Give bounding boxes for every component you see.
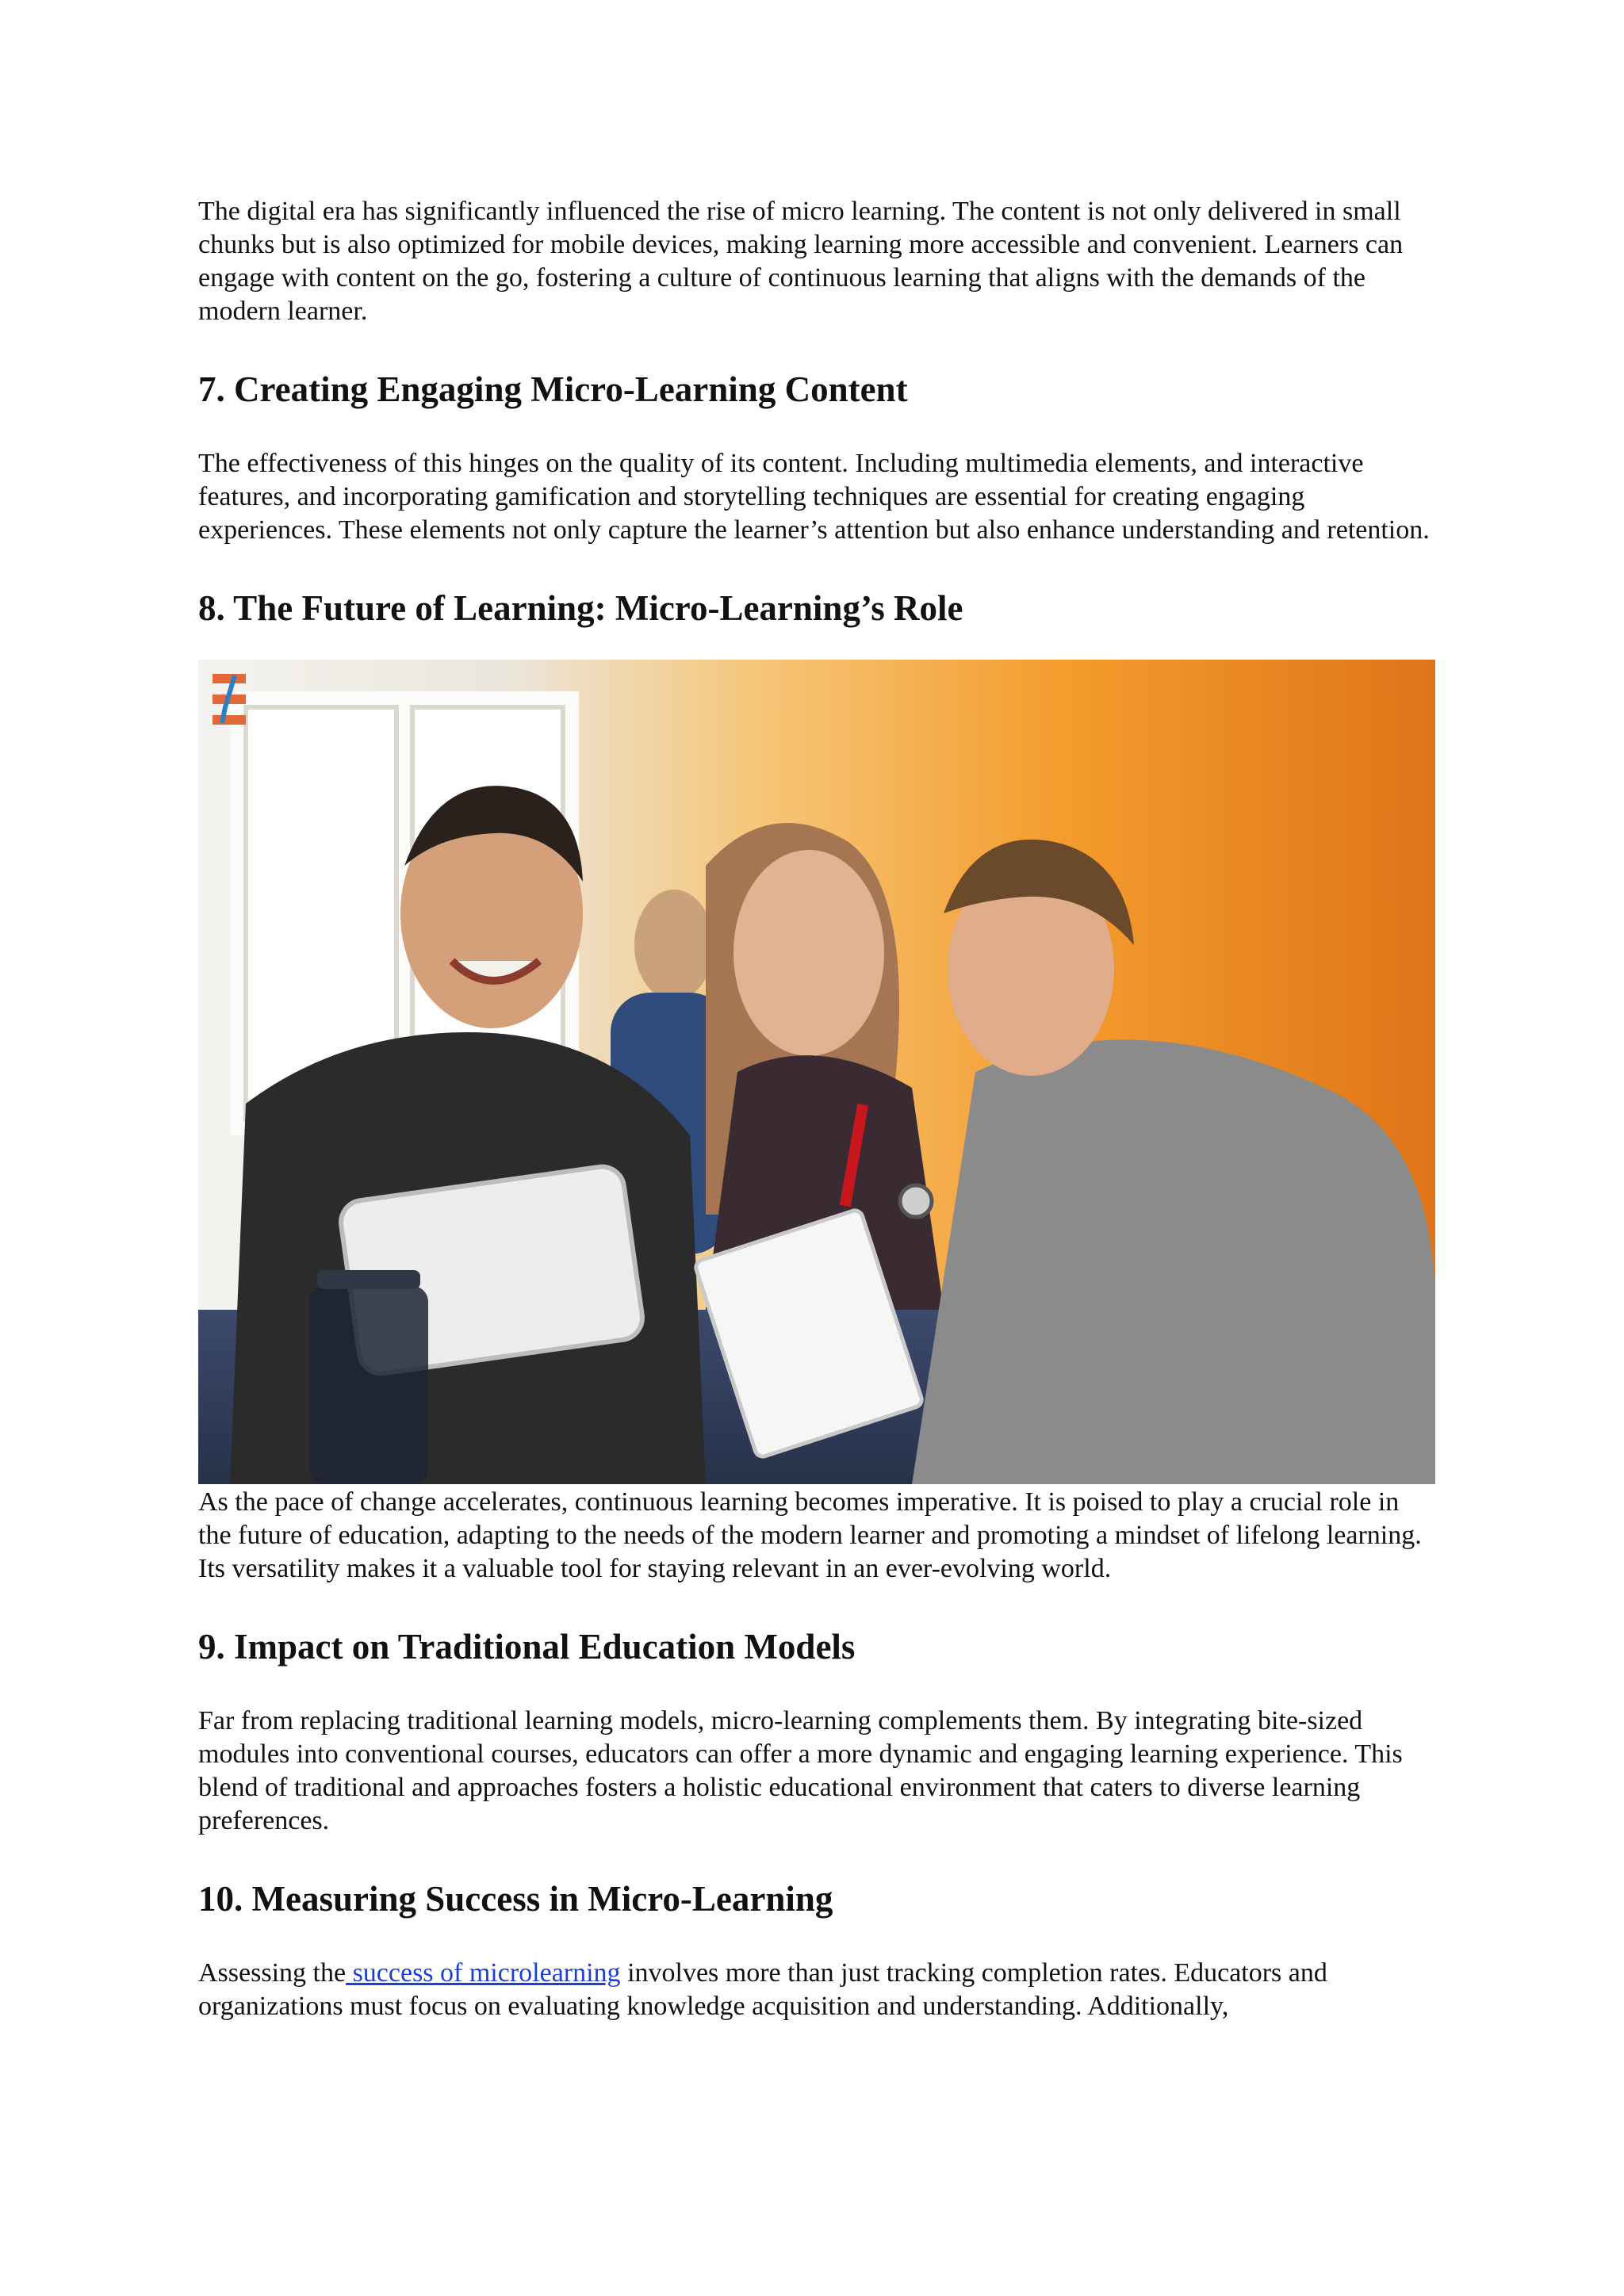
coffee-press: [309, 1270, 428, 1484]
brand-logo-icon: [213, 674, 246, 725]
section-8-heading: 8. The Future of Learning: Micro-Learning’s Role: [198, 588, 963, 628]
section-7-heading: 7. Creating Engaging Micro-Learning Content: [198, 369, 908, 409]
section-10-paragraph: [198, 1957, 1435, 2023]
section-8-paragraph: As the pace of change accelerates, continuous learning becomes imperative. It is poised to play a crucial role in the future of education, adapting to the needs of the modern learner and promoting a mindset of lifelong learning. Its versatility makes it a valuable tool for staying relevant in an ever-evolving world.: [198, 1487, 1422, 1583]
students-photo: [198, 660, 1435, 1484]
section-9-paragraph: Far from replacing traditional learning models, micro-learning complements them. By integrating bite-sized modules into conventional courses, educators can offer a more dynamic and engaging learning experience. This blend of traditional and approaches fosters a holistic educational environment that caters to diverse learning preferences.: [198, 1706, 1403, 1835]
section-10-text-before: Assessing the: [198, 1958, 347, 1988]
article-body: [198, 195, 1435, 2023]
section-7-paragraph: The effectiveness of this hinges on the quality of its content. Including multimedia elements, and interactive features, and incorporating gamification and storytelling techniques are essential for creating engaging experiences. These elements not only capture the learner’s attention but also enhance understanding and retention.: [198, 449, 1430, 545]
section-10-text-after: involves more than just tracking completion rates. Educators and organizations must focus on evaluating knowledge acquisition and understanding. Additionally,: [198, 1958, 1327, 2021]
section-9-heading: 9. Impact on Traditional Education Models: [198, 1627, 856, 1667]
success-of-microlearning-link[interactable]: success of microlearning: [346, 1958, 621, 1988]
intro-paragraph: The digital era has significantly influenced the rise of micro learning. The content is not only delivered in small chunks but is also optimized for mobile devices, making learning more accessible and convenient. Learners can engage with content on the go, fostering a culture of continuous learning that aligns with the demands of the modern learner.: [198, 197, 1404, 326]
section-10-heading: 10. Measuring Success in Micro-Learning: [198, 1879, 833, 1919]
